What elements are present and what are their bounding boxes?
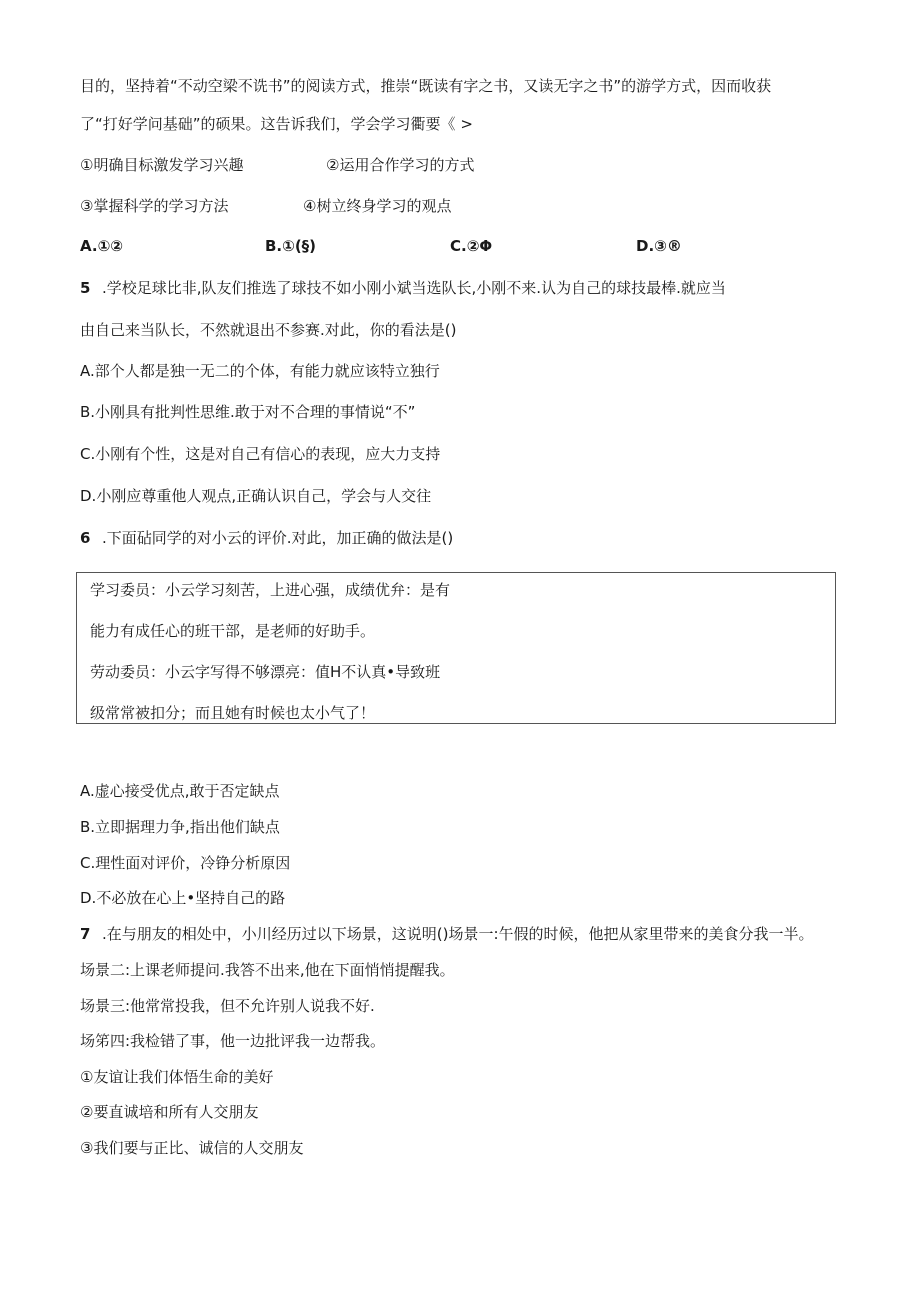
q5-number: 5 bbox=[80, 279, 91, 297]
q7-item-3: ③我们要与正比、诚信的人交朋友 bbox=[80, 1139, 304, 1157]
q7-stem bbox=[80, 924, 814, 944]
q6-option-c: C.理性面对评价，冷铮分析原因 bbox=[80, 854, 291, 872]
q7-item-1: ①友谊让我们体悟生命的美好 bbox=[80, 1068, 274, 1086]
q4-option-a: A.①② bbox=[80, 237, 123, 255]
q6-stem-text: .下面砧同学的对小云的评价.对此，加正确的做法是() bbox=[102, 529, 454, 547]
q6-box-line4: 级常常被扣分；而且她有时候也太小气了！ bbox=[90, 704, 376, 722]
q7-scene-3: 场景三:他常常投我，但不允许别人说我不好. bbox=[80, 997, 375, 1015]
q4-stem-line2: 了“打好学问基础”的硕果。这告诉我们，学会学习衢要《 > bbox=[80, 115, 473, 133]
q5-option-a: A.部个人都是独一无二的个体，有能力就应该特立独行 bbox=[80, 362, 440, 380]
q7-scene-4: 场笫四:我检错了事，他一边批评我一边帮我。 bbox=[80, 1032, 386, 1050]
q4-option-c: C.②Φ bbox=[450, 237, 493, 255]
q4-stem-line1: 目的，坚持着“不动空梁不诜书”的阅读方式，推崇“既读有字之书，又读无字之书”的游学方式，因而收获 bbox=[80, 77, 772, 95]
q6-evaluation-box bbox=[76, 572, 836, 724]
q7-number: 7 bbox=[80, 925, 91, 943]
q4-item-2: ②运用合作学习的方式 bbox=[326, 156, 475, 174]
q7-stem-text: .在与朋友的相处中，小川经历过以下场景，这说明()场景一:午假的时候，他把从家里带来的美食分我一半。 bbox=[102, 925, 814, 943]
q6-option-d: D.不必放在心上•坚持自己的路 bbox=[80, 889, 286, 907]
q5-stem-line2: 由自己来当队长，不然就退出不参赛.对此，你的看法是() bbox=[80, 321, 457, 339]
q5-option-c: C.小刚有个性，这是对自己有信心的表现，应大力支持 bbox=[80, 445, 441, 463]
q4-item-3: ③掌握科学的学习方法 bbox=[80, 197, 229, 215]
q6-box-line3: 劳动委员：小云字写得不够漂亮：值H不认真•导致班 bbox=[90, 663, 441, 681]
q4-option-d: D.③® bbox=[636, 237, 682, 255]
q5-stem-text: .学校足球比非,队友们推选了球技不如小刚小斌当选队长,小刚不来.认为自己的球技最棒.就应当 bbox=[102, 279, 726, 297]
q6-stem bbox=[80, 528, 453, 548]
q6-box-line1: 学习委员：小云学习刻苦，上进心强，成绩优弁：是有 bbox=[90, 581, 451, 599]
q6-number: 6 bbox=[80, 529, 91, 547]
q6-box-line2: 能力有成任心的班干部，是老师的好助手。 bbox=[90, 622, 376, 640]
q6-option-a: A.虚心接受优点,敢于否定缺点 bbox=[80, 782, 280, 800]
q7-item-2: ②要直诚培和所有人交朋友 bbox=[80, 1103, 259, 1121]
q4-option-b: B.①(§) bbox=[265, 237, 317, 255]
q6-option-b: B.立即据理力争,指出他们缺点 bbox=[80, 818, 280, 836]
q5-option-d: D.小刚应尊重他人观点,正确认识自己，学会与人交往 bbox=[80, 487, 432, 505]
q4-item-4: ④树立终身学习的观点 bbox=[303, 197, 452, 215]
q5-option-b: B.小刚具有批判性思维.敢于对不合理的事情说“不” bbox=[80, 403, 416, 421]
q7-scene-2: 场景二:上课老师提问.我答不出来,他在下面悄悄提醒我。 bbox=[80, 961, 455, 979]
q4-item-1: ①明确目标激发学习兴趣 bbox=[80, 156, 244, 174]
q5-stem-line1 bbox=[80, 278, 726, 298]
